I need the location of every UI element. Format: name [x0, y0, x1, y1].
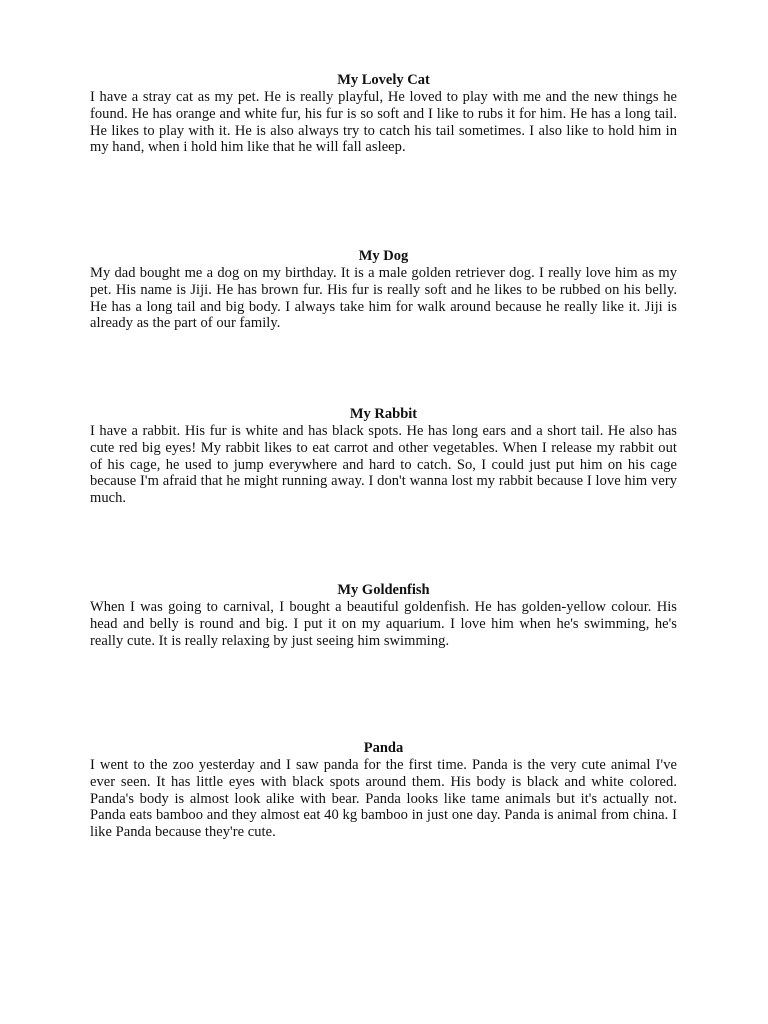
- essay-body: I have a rabbit. His fur is white and has black spots. He has long ears and a short tail. He also has cute red big eyes! My rabbit likes to eat carrot and other vegetables. When I release my rabbit out of his cage, he used to jump everywhere and hard to catch. So, I could just put him on his cage because I'm afraid that he might running away. I don't wanna lost my rabbit because I love him very much.: [90, 423, 677, 507]
- essay-body: I went to the zoo yesterday and I saw panda for the first time. Panda is the very cute animal I've ever seen. It has little eyes with black spots around them. His body is black and white colored. Panda's body is almost look alike with bear. Panda looks like tame animals but it's actually not. Panda eats bamboo and they almost eat 40 kg bamboo in just one day. Panda is animal from china. I like Panda because they're cute.: [90, 757, 677, 841]
- essay-panda: [90, 740, 677, 841]
- essay-my-goldenfish: [90, 582, 677, 649]
- essay-title: My Rabbit: [349, 406, 418, 422]
- essay-title: Panda: [363, 740, 404, 756]
- essay-my-lovely-cat: [90, 72, 677, 156]
- essay-body: When I was going to carnival, I bought a beautiful goldenfish. He has golden-yellow colour. His head and belly is round and big. I put it on my aquarium. I love him when he's swimming, he's really cute. It is really relaxing by just seeing him swimming.: [90, 599, 677, 649]
- essay-body: I have a stray cat as my pet. He is really playful, He loved to play with me and the new things he found. He has orange and white fur, his fur is so soft and I like to rubs it for him. He has a long tail. He likes to play with it. He is also always try to catch his tail sometimes. I also like to hold him in my hand, when i hold him like that he will fall asleep.: [90, 89, 677, 156]
- essay-body: My dad bought me a dog on my birthday. It is a male golden retriever dog. I really love him as my pet. His name is Jiji. He has brown fur. His fur is really soft and he likes to be rubbed on his belly. He has a long tail and big body. I always take him for walk around because he really like it. Jiji is already as the part of our family.: [90, 265, 677, 332]
- essay-my-rabbit: [90, 406, 677, 507]
- essay-my-dog: [90, 248, 677, 332]
- essay-title: My Goldenfish: [337, 582, 430, 598]
- essay-title: My Dog: [358, 248, 409, 264]
- essay-title: My Lovely Cat: [337, 72, 430, 88]
